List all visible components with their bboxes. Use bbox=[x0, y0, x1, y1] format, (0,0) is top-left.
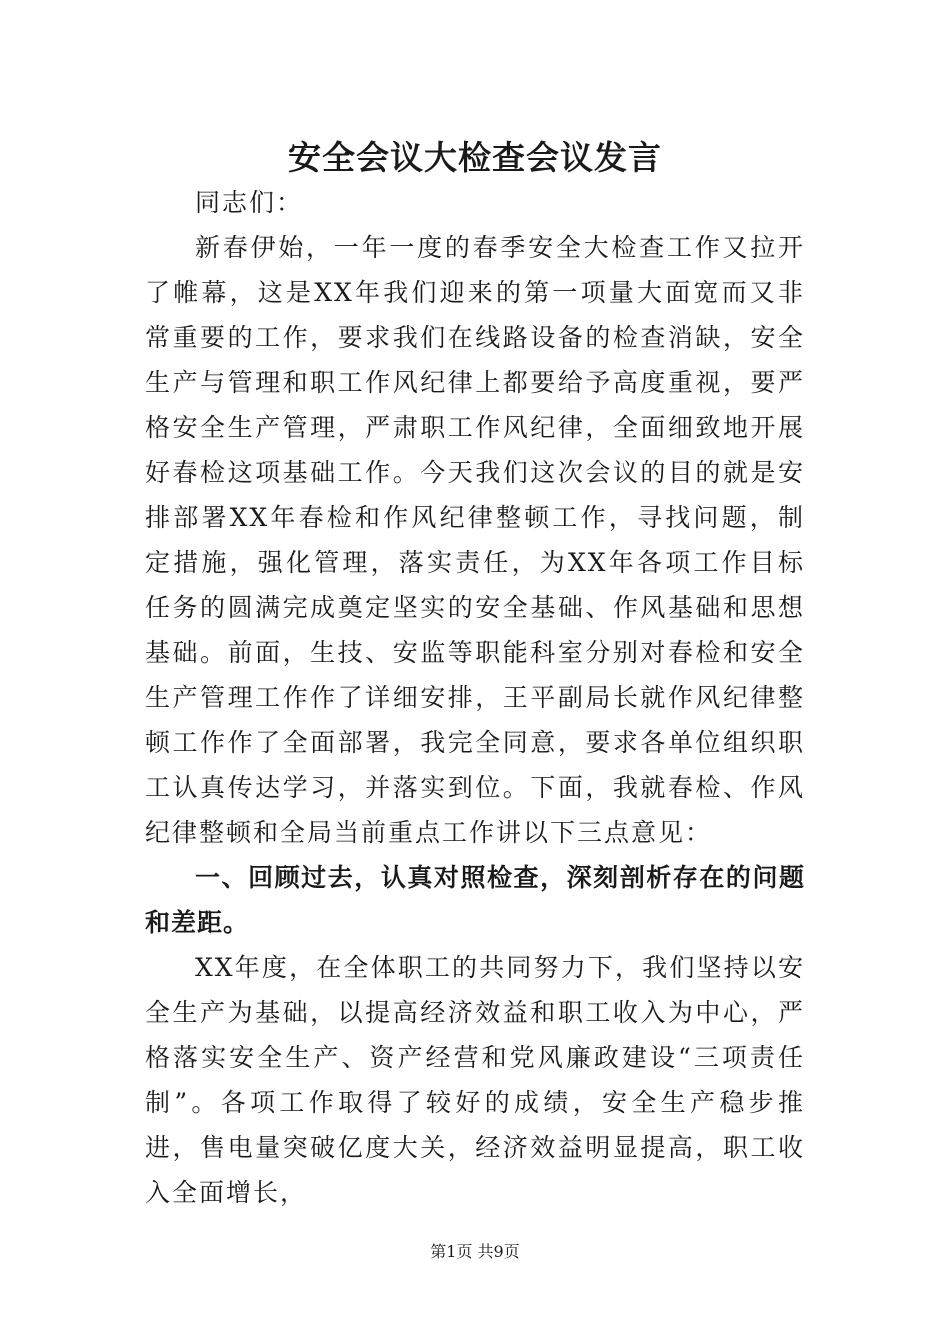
page-footer: 第1页 共9页 bbox=[430, 1242, 520, 1261]
section-paragraph: XX年度，在全体职工的共同努力下，我们坚持以安全生产为基础，以提高经济效益和职工收入为中心，严格落实安全生产、资产经营和党风廉政建设“三项责任制”。各项工作取得了较好的成绩，安全生产稳步推进，售电量突破亿度大关，经济效益明显提高，职工收入全面增长， bbox=[145, 953, 805, 1207]
opening-paragraph: 新春伊始，一年一度的春季安全大检查工作又拉开了帷幕，这是XX年我们迎来的第一项量大面宽而又非常重要的工作，要求我们在线路设备的检查消缺，安全生产与管理和职工作风纪律上都要给予高度重视，要严格安全生产管理，严肃职工作风纪律，全面细致地开展好春检这项基础工作。今天我们这次会议的目的就是安排部署XX年春检和作风纪律整顿工作，寻找问题，制定措施，强化管理，落实责任，为XX年各项工作目标任务的圆满完成奠定坚实的安全基础、作风基础和思想基础。前面，生技、安监等职能科室分别对春检和安全生产管理工作作了详细安排，王平副局长就作风纪律整顿工作作了全面部署，我完全同意，要求各单位组织职工认真传达学习，并落实到位。下面，我就春检、作风纪律整顿和全局当前重点工作讲以下三点意见： bbox=[145, 233, 805, 847]
salutation: 同志们： bbox=[195, 188, 304, 217]
document-title: 安全会议大检查会议发言 bbox=[288, 138, 662, 177]
document-body bbox=[145, 180, 805, 1215]
section-heading: 一、回顾过去，认真对照检查，深刻剖析存在的问题和差距。 bbox=[145, 863, 805, 937]
